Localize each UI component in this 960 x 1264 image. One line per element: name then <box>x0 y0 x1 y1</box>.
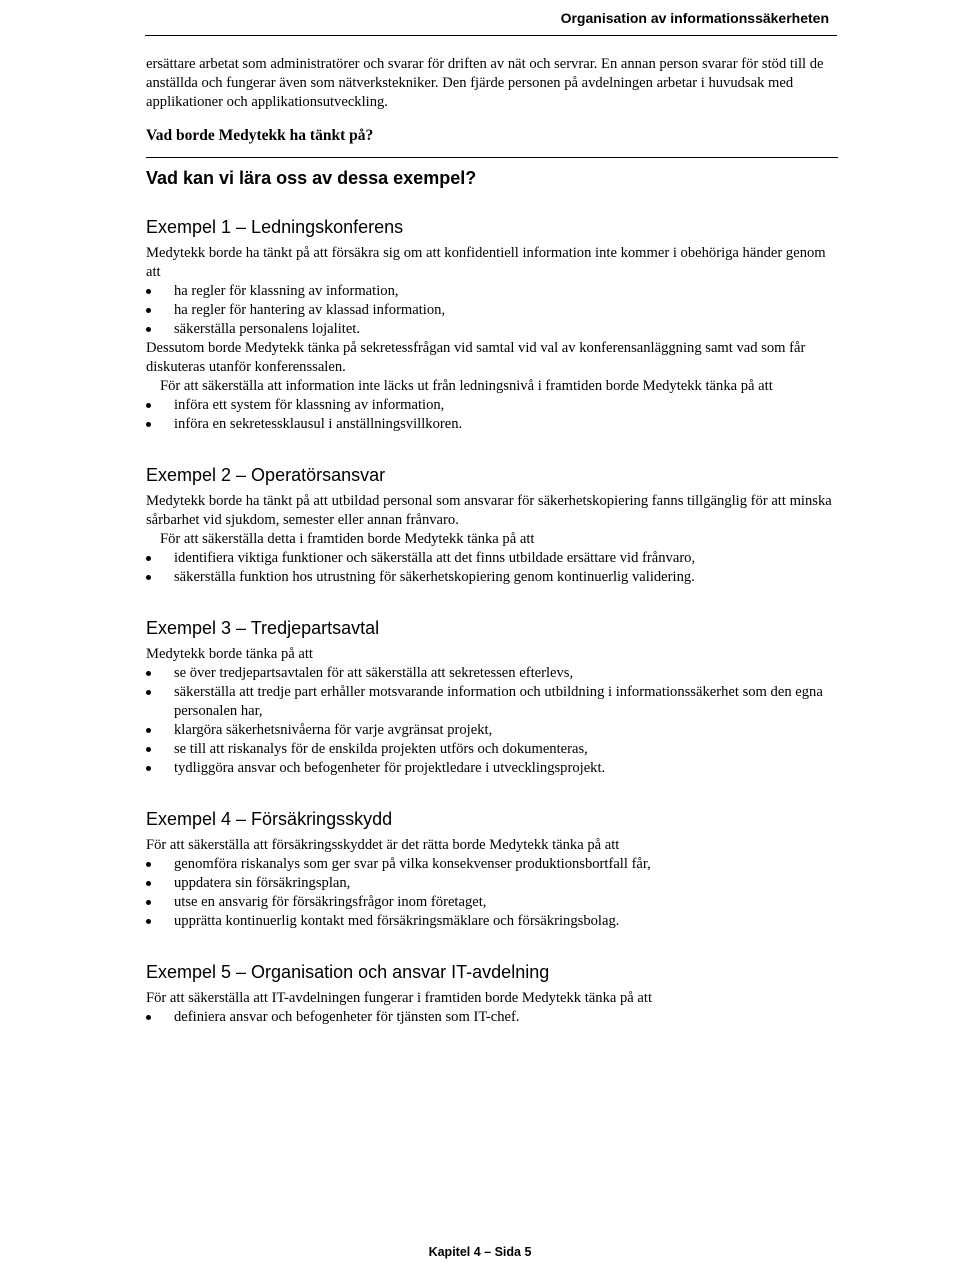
example-2-title: Exempel 2 – Operatörsansvar <box>146 465 386 485</box>
section-title: Vad kan vi lära oss av dessa exempel? <box>146 168 477 188</box>
page-footer <box>0 1245 960 1259</box>
intro-paragraph: ersättare arbetat som administratörer och svarar för driften av nät och servrar. En annan person svarar för stöd till de anställda och fungerar även som nätverkstekniker. Den fjärde personen på avdelningen arbetar i huvudsak med applikationer och applikationsutveckling. <box>146 56 824 110</box>
example-5-intro: För att säkerställa att IT-avdelningen fungerar i framtiden borde Medytekk tänka på att <box>146 990 653 1006</box>
list-item: uppdatera sin försäkringsplan, <box>146 874 838 893</box>
example-1-paragraph-2: Dessutom borde Medytekk tänka på sekretessfrågan vid samtal vid val av konferensanläggning samt vad som får diskuteras utanför konferenssalen. <box>146 340 806 375</box>
example-3-intro: Medytekk borde tänka på att <box>146 646 313 662</box>
list-item: ha regler för hantering av klassad information, <box>146 301 838 320</box>
list-item: utse en ansvarig för försäkringsfrågor inom företaget, <box>146 893 838 912</box>
list-item: ha regler för klassning av information, <box>146 282 838 301</box>
example-2-intro: Medytekk borde ha tänkt på att utbildad personal som ansvarar för säkerhetskopiering fanns tillgänglig för att minska sårbarhet vid sjukdom, semester eller annan frånvaro. <box>146 493 832 528</box>
question-heading: Vad borde Medytekk ha tänkt på? <box>146 127 374 144</box>
list-item: säkerställa att tredje part erhåller motsvarande information och utbildning i informationssäkerhet som den egna personalen har, <box>146 683 838 721</box>
page-number: Kapitel 4 – Sida 5 <box>428 1245 532 1259</box>
example-5-title: Exempel 5 – Organisation och ansvar IT-avdelning <box>146 962 550 982</box>
example-2-paragraph-2: För att säkerställa detta i framtiden borde Medytekk tänka på att <box>160 531 535 547</box>
list-item: införa en sekretessklausul i anställningsvillkoren. <box>146 415 838 434</box>
list-item: se över tredjepartsavtalen för att säkerställa att sekretessen efterlevs, <box>146 664 838 683</box>
section-divider <box>146 157 838 158</box>
example-1-title: Exempel 1 – Ledningskonferens <box>146 217 404 237</box>
list-item: genomföra riskanalys som ger svar på vilka konsekvenser produktionsbortfall får, <box>146 855 838 874</box>
list-item: tydliggöra ansvar och befogenheter för projektledare i utvecklingsprojekt. <box>146 759 838 778</box>
example-2-list <box>146 549 838 587</box>
example-3-title: Exempel 3 – Tredjepartsavtal <box>146 618 380 638</box>
example-4-title: Exempel 4 – Försäkringsskydd <box>146 809 393 829</box>
header-title: Organisation av informationssäkerheten <box>560 10 829 26</box>
example-3-list <box>146 664 838 778</box>
page-header <box>145 8 837 36</box>
list-item: definiera ansvar och befogenheter för tjänsten som IT-chef. <box>146 1008 838 1027</box>
example-4-list <box>146 855 838 931</box>
list-item: säkerställa personalens lojalitet. <box>146 320 838 339</box>
page-content <box>146 55 838 1027</box>
list-item: klargöra säkerhetsnivåerna för varje avgränsat projekt, <box>146 721 838 740</box>
list-item: identifiera viktiga funktioner och säkerställa att det finns utbildade ersättare vid frånvaro, <box>146 549 838 568</box>
example-1-list-2 <box>146 396 838 434</box>
example-1-intro: Medytekk borde ha tänkt på att försäkra sig om att konfidentiell information inte kommer i obehöriga händer genom att <box>146 245 826 280</box>
example-5-list <box>146 1008 838 1027</box>
example-4-intro: För att säkerställa att försäkringsskyddet är det rätta borde Medytekk tänka på att <box>146 837 620 853</box>
example-1-paragraph-3: För att säkerställa att information inte läcks ut från ledningsnivå i framtiden borde Medytekk tänka på att <box>160 378 773 394</box>
list-item: upprätta kontinuerlig kontakt med försäkringsmäklare och försäkringsbolag. <box>146 912 838 931</box>
list-item: införa ett system för klassning av information, <box>146 396 838 415</box>
example-1-list <box>146 282 838 339</box>
list-item: se till att riskanalys för de enskilda projekten utförs och dokumenteras, <box>146 740 838 759</box>
list-item: säkerställa funktion hos utrustning för säkerhetskopiering genom kontinuerlig validering. <box>146 568 838 587</box>
